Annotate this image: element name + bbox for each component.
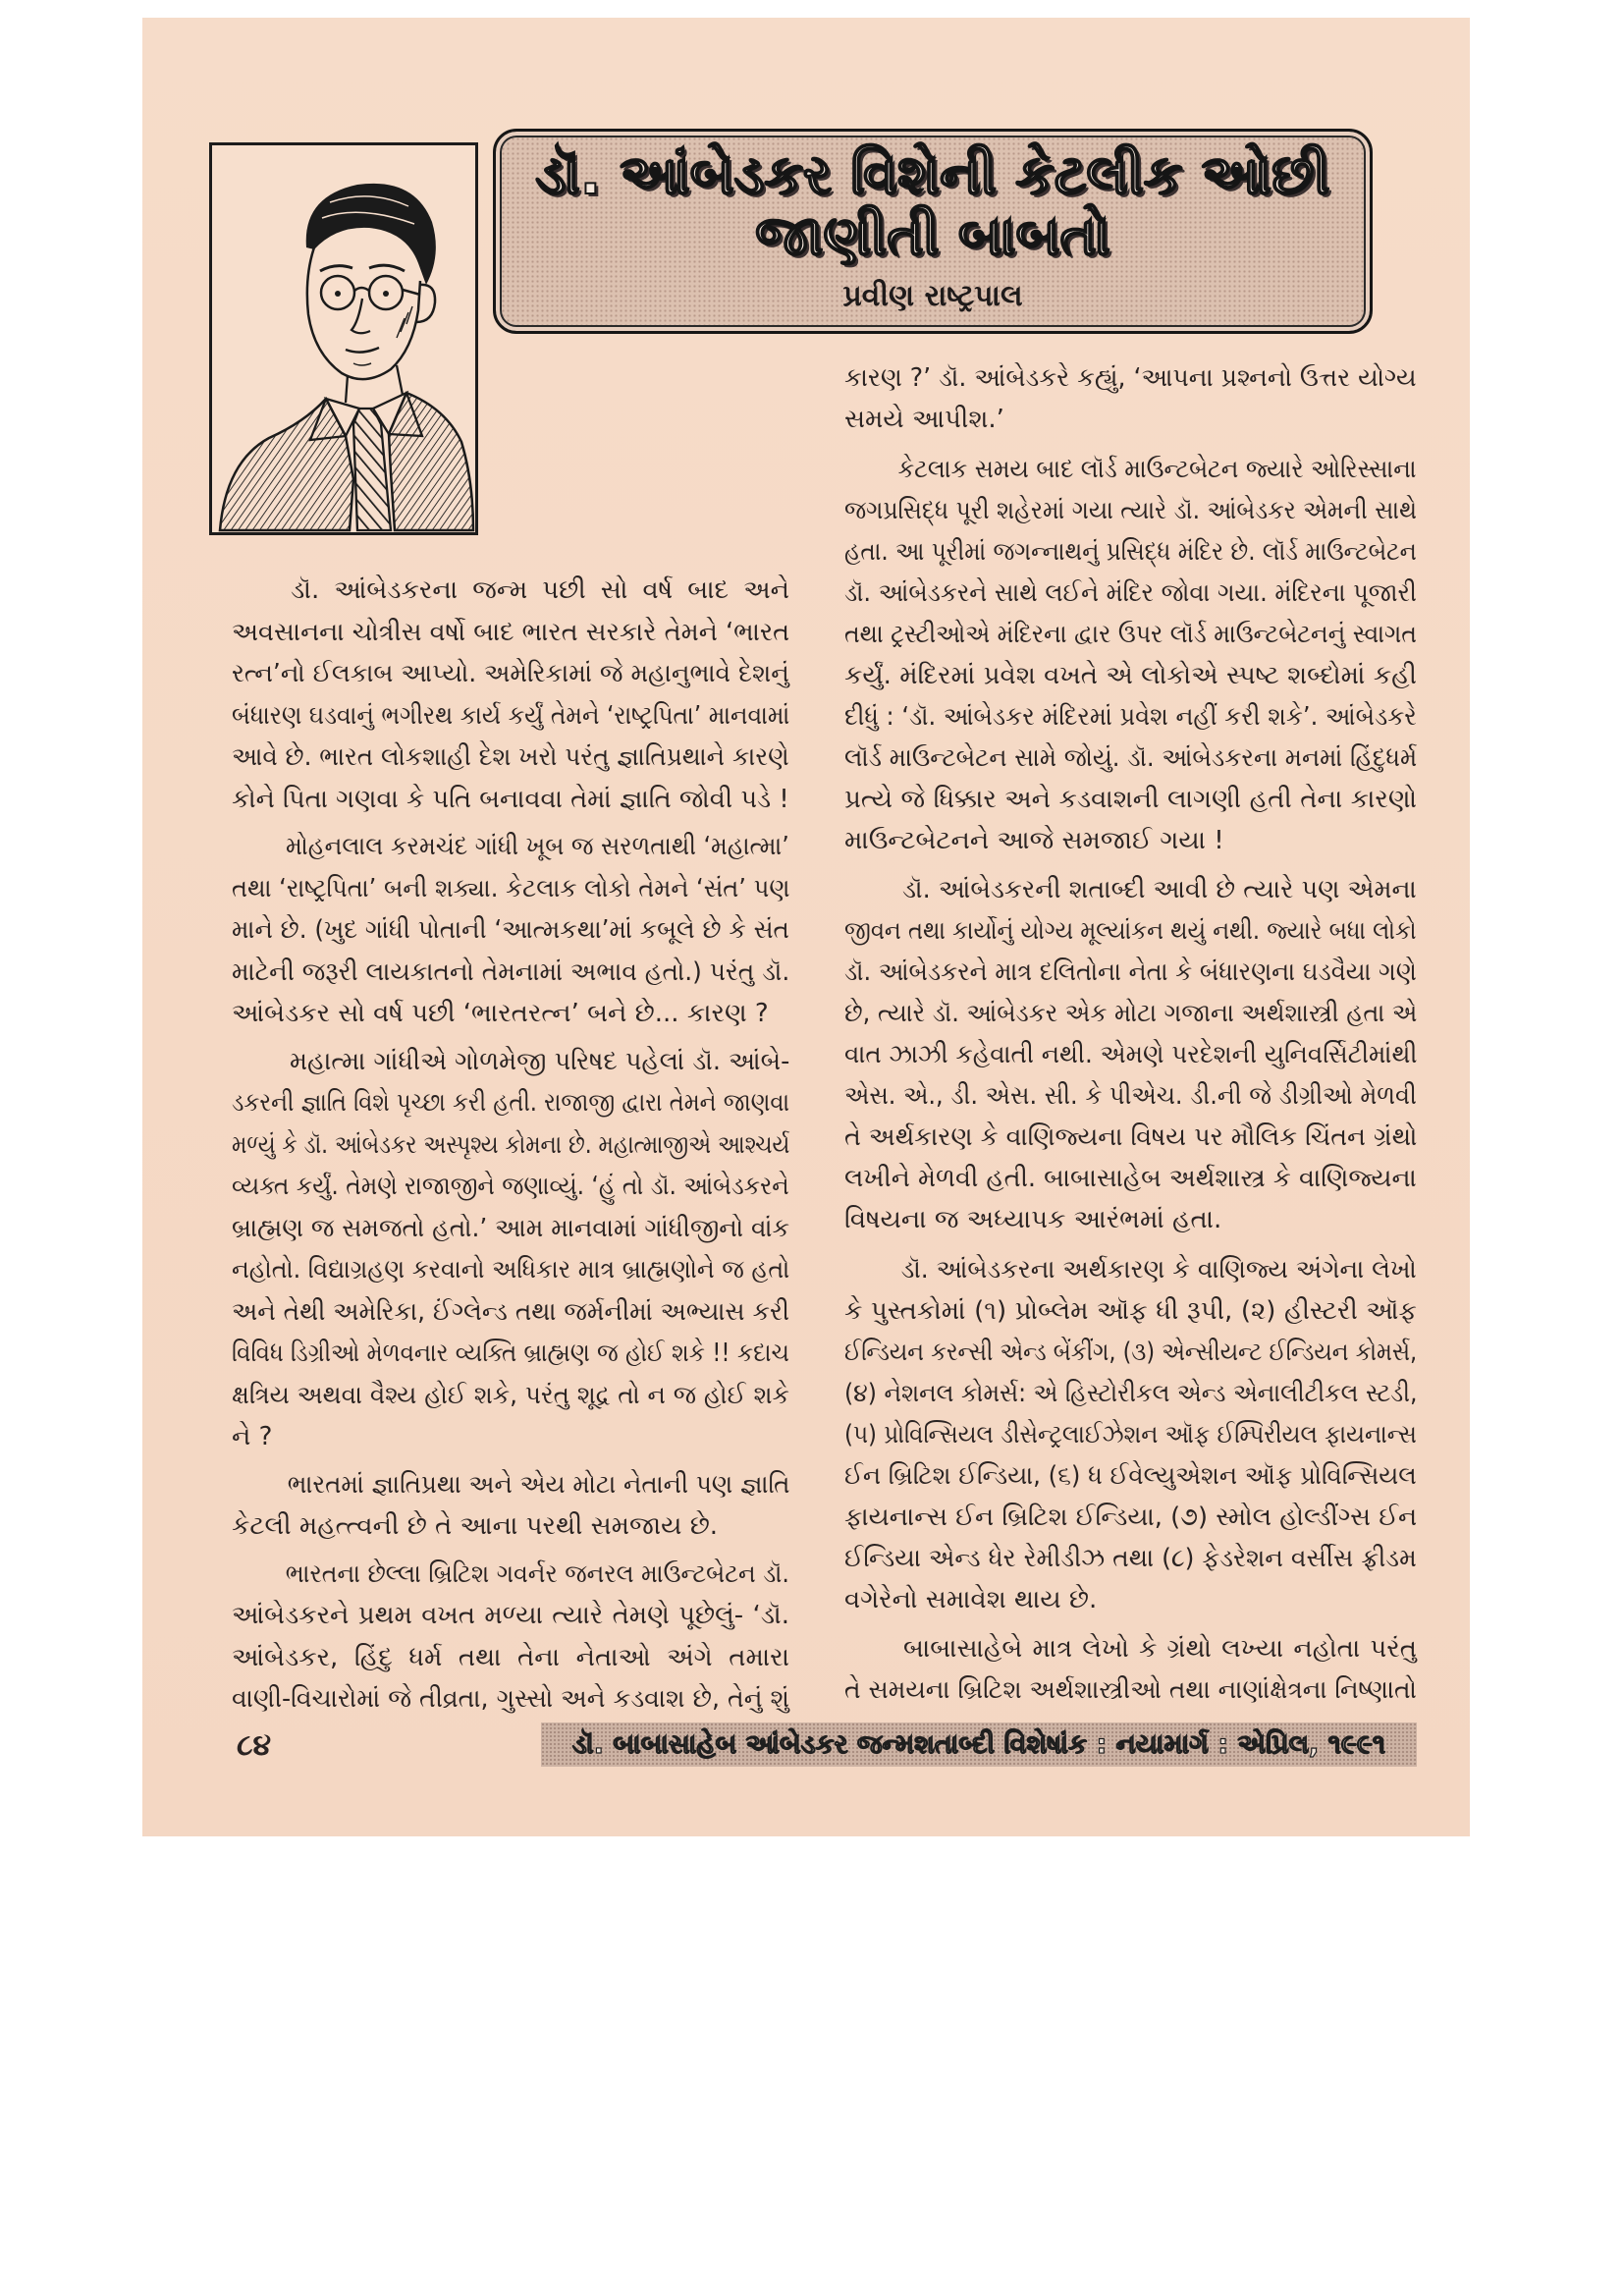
text-line: કેટલી મહત્ત્વની છે તે આના પરથી સમજાય છે. bbox=[232, 1511, 719, 1541]
text-line: કર્યું. મંદિરમાં પ્રવેશ વખતે એ લોકોએ સ્પષ્ટ શબ્દોમાં કહી bbox=[844, 660, 1417, 690]
text-line: ફાયનાન્સ ઈન બ્રિટિશ ઈન્ડિયા, (૭) સ્મોલ હોલ્ડીંગ્સ ઈન bbox=[844, 1502, 1418, 1532]
text-line: લખીને મેળવી હતી. બાબાસાહેબ અર્થશાસ્ત્ર કે વાણિજ્યના bbox=[844, 1164, 1417, 1193]
text-line: (૪) નેશનલ કોમર્સ: એ હિસ્ટોરીકલ એન્ડ એનાલીટીકલ સ્ટડી, bbox=[844, 1378, 1418, 1408]
author-byline: પ્રવીણ રાષ્ટ્રપાલ bbox=[842, 279, 1023, 313]
magazine-page bbox=[142, 18, 1470, 1836]
text-line: મહાત્મા ગાંધીએ ગોળમેજી પરિષદ પહેલાં ડૉ. આંબે- bbox=[289, 1046, 790, 1076]
right-column bbox=[844, 357, 1417, 1711]
text-line: તે સમયના બ્રિટિશ અર્થશાસ્ત્રીઓ તથા નાણાંક્ષેત્રના નિષ્ણાતો bbox=[844, 1675, 1417, 1705]
text-line: કોને પિતા ગણવા કે પતિ બનાવવા તેમાં જ્ઞાતિ જોવી પડે ! bbox=[232, 784, 789, 814]
text-line: રત્ન’નો ઈલકાબ આપ્યો. અમેરિકામાં જે મહાનુભાવે દેશનું bbox=[232, 659, 789, 688]
paragraph bbox=[844, 1249, 1417, 1620]
paragraph bbox=[232, 1464, 789, 1548]
text-line: સમયે આપીશ.’ bbox=[844, 405, 1004, 434]
paragraph bbox=[232, 1554, 789, 1721]
text-line: ઈન બ્રિટિશ ઈન્ડિયા, (૬) ધ ઈવેલ્યુએશન ઑફ પ્રોવિન્સિયલ bbox=[844, 1460, 1417, 1491]
text-line: કારણ ?’ ડૉ. આંબેડકરે કહ્યું, ‘આપના પ્રશ્નનો ઉત્તર યોગ્ય bbox=[844, 363, 1417, 393]
text-line: બ્રાહ્મણ જ સમજતો હતો.’ આમ માનવામાં ગાંધીજીનો વાંક bbox=[232, 1213, 790, 1243]
text-line: વગેરેનો સમાવેશ થાય છે. bbox=[844, 1584, 1098, 1614]
portrait-frame bbox=[209, 142, 478, 535]
portrait-illustration bbox=[212, 145, 475, 532]
text-line: વિષયના જ અધ્યાપક આરંભમાં હતા. bbox=[844, 1205, 1222, 1234]
text-line: મળ્યું કે ડૉ. આંબેડકર અસ્પૃશ્ય કોમના છે. મહાત્માજીએ આશ્ચર્ય bbox=[232, 1129, 790, 1160]
text-line: ડૉ. આંબેડકરને માત્ર દલિતોના નેતા કે બંધારણના ઘડવૈયા ગણે bbox=[844, 957, 1417, 987]
text-line: કે પુસ્તકોમાં (૧) પ્રોબ્લેમ ઑફ ધી રૂપી, (૨) હીસ્ટરી ઑફ bbox=[844, 1295, 1417, 1326]
text-line: જગપ્રસિદ્ધ પૂરી શહેરમાં ગયા ત્યારે ડૉ. આંબેડકર એમની સાથે bbox=[844, 495, 1417, 525]
left-column bbox=[232, 570, 789, 1721]
text-line: છે, ત્યારે ડૉ. આંબેડકર એક મોટા ગજાના અર્થશાસ્ત્રી હતા એ bbox=[844, 999, 1418, 1028]
text-line: અને તેથી અમેરિકા, ઈંગ્લેન્ડ તથા જર્મનીમાં અભ્યાસ કરી bbox=[232, 1296, 789, 1327]
paragraph bbox=[232, 1041, 789, 1458]
text-line: વ્યક્ત કર્યું. તેમણે રાજાજીને જણાવ્યું. ‘હું તો ડૉ. આંબેડકરને bbox=[232, 1172, 789, 1201]
text-line: ભારતમાં જ્ઞાતિપ્રથા અને એય મોટા નેતાની પણ જ્ઞાતિ bbox=[287, 1469, 790, 1500]
text-line: અવસાનના ચોત્રીસ વર્ષો બાદ ભારત સરકારે તેમને ‘ભારત bbox=[232, 617, 790, 647]
text-line: આવે છે. ભારત લોકશાહી દેશ ખરો પરંતુ જ્ઞાતિપ્રથાને કારણે bbox=[232, 742, 789, 772]
paragraph bbox=[232, 570, 789, 820]
text-line: નહોતો. વિદ્યાગ્રહણ કરવાનો અધિકાર માત્ર બ્રાહ્મણોને જ હતો bbox=[232, 1255, 790, 1285]
text-line: ડૉ. આંબેડકરની શતાબ્દી આવી છે ત્યારે પણ એમના bbox=[901, 875, 1417, 904]
paragraph bbox=[844, 869, 1417, 1240]
text-line: દીધું : ‘ડૉ. આંબેડકર મંદિરમાં પ્રવેશ નહીં કરી શકે’. આંબેડકરે bbox=[844, 701, 1417, 732]
text-line: ઈન્ડિયન કરન્સી એન્ડ બેંકીંગ, (૩) એન્સીયન્ટ ઈન્ડિયન કોમર્સ, bbox=[844, 1337, 1418, 1367]
text-line: મોહનલાલ કરમચંદ ગાંધી ખૂબ જ સરળતાથી ‘મહાત્મા’ bbox=[285, 832, 789, 861]
article-title-line-1: ડૉ. આંબેડકર વિશેની કેટલીક ઓછી bbox=[535, 143, 1330, 207]
paragraph bbox=[844, 449, 1417, 861]
footer-banner bbox=[541, 1722, 1417, 1767]
text-line: વાણી-વિચારોમાં જે તીવ્રતા, ગુસ્સો અને કડવાશ છે, તેનું શું bbox=[232, 1684, 789, 1714]
text-line: (૫) પ્રોવિન્સિયલ ડીસેન્ટ્રલાઈઝેશન ઑફ ઈમ્પિરીયલ ફાયનાન્સ bbox=[844, 1419, 1417, 1449]
text-line: વિવિધ ડિગ્રીઓ મેળવનાર વ્યક્તિ બ્રાહ્મણ જ હોઈ શકે !! કદાચ bbox=[232, 1339, 789, 1368]
page-number: ૮૪ bbox=[237, 1728, 272, 1763]
article-title-box bbox=[493, 129, 1373, 334]
text-line: પ્રત્યે જે ધિક્કાર અને કડવાશની લાગણી હતી તેના કારણો bbox=[844, 784, 1417, 814]
text-line: ડૉ. આંબેડકરના જન્મ પછી સો વર્ષ બાદ અને bbox=[291, 575, 789, 605]
text-line: એસ. એ., ડી. એસ. સી. કે પીએચ. ડી.ની જે ડીગ્રીઓ મેળવી bbox=[844, 1081, 1417, 1111]
footer-banner-text: ડૉ. બાબાસાહેબ આંબેડકર જન્મશતાબ્દી વિશેષાંક : નયામાર્ગ : એપ્રિલ, ૧૯૯૧ bbox=[571, 1729, 1386, 1760]
text-line: આંબેડકર, હિંદુ ધર્મ તથા તેના નેતાઓ અંગે તમારા bbox=[232, 1642, 789, 1672]
text-line: માટેની જરૂરી લાયકાતનો તેમનામાં અભાવ હતો.) પરંતુ ડૉ. bbox=[232, 957, 790, 987]
text-line: ડકરની જ્ઞાતિ વિશે પૃચ્છા કરી હતી. રાજાજી દ્વારા તેમને જાણવા bbox=[232, 1088, 790, 1118]
text-line: ભારતના છેલ્લા બ્રિટિશ ગવર્નર જનરલ માઉન્ટબેટન ડૉ. bbox=[285, 1558, 789, 1589]
text-line: તથા ‘રાષ્ટ્રપિતા’ બની શક્યા. કેટલાક લોકો તેમને ‘સંત’ પણ bbox=[232, 873, 790, 903]
text-line: બાબાસાહેબે માત્ર લેખો કે ગ્રંથો લખ્યા નહોતા પરંતુ bbox=[903, 1634, 1417, 1664]
article-title-line-2: જાણીતી બાબતો bbox=[755, 204, 1110, 268]
text-line: જીવન તથા કાર્યોનું યોગ્ય મૂલ્યાંકન થયું નથી. જ્યારે બધા લોકો bbox=[844, 916, 1417, 946]
text-line: તે અર્થકારણ કે વાણિજ્યના વિષય પર મૌલિક ચિંતન ગ્રંથો bbox=[844, 1122, 1418, 1152]
paragraph bbox=[844, 1628, 1417, 1711]
text-line: માને છે. (ખુદ ગાંધી પોતાની ‘આત્મકથા’માં કબૂલે છે કે સંત bbox=[232, 915, 789, 945]
paragraph bbox=[232, 826, 789, 1035]
text-line: માઉન્ટબેટનને આજે સમજાઈ ગયા ! bbox=[844, 825, 1224, 855]
text-line: ઈન્ડિયા એન્ડ ધેર રેમીડીઝ તથા (૮) ફેડરેશન વર્સીસ ફ્રીડમ bbox=[844, 1543, 1417, 1573]
text-line: લૉર્ડ માઉન્ટબેટન સામે જોયું. ડૉ. આંબેડકરના મનમાં હિંદુધર્મ bbox=[844, 742, 1418, 773]
text-line: આંબેડકર સો વર્ષ પછી ‘ભારતરત્ન’ બને છે... કારણ ? bbox=[232, 999, 769, 1028]
text-line: ડૉ. આંબેડકરને સાથે લઈને મંદિર જોવા ગયા. મંદિરના પૂજારી bbox=[844, 577, 1417, 608]
text-line: આંબેડકરને પ્રથમ વખત મળ્યા ત્યારે તેમણે પૂછેલું- ‘ડૉ. bbox=[232, 1601, 789, 1630]
text-line: હતા. આ પૂરીમાં જગન્નાથનું પ્રસિદ્ધ મંદિર છે. લૉર્ડ માઉન્ટબેટન bbox=[844, 536, 1417, 567]
text-line: કેટલાક સમય બાદ લૉર્ડ માઉન્ટબેટન જ્યારે ઓરિસ્સાના bbox=[897, 454, 1417, 484]
paragraph bbox=[844, 357, 1417, 440]
text-line: વાત ઝાઝી કહેવાતી નથી. એમણે પરદેશની યુનિવર્સિટીમાંથી bbox=[844, 1040, 1418, 1069]
text-line: તથા ટ્રસ્ટીઓએ મંદિરના દ્વાર ઉપર લૉર્ડ માઉન્ટબેટનનું સ્વાગત bbox=[844, 619, 1417, 649]
text-line: ક્ષત્રિય અથવા વૈશ્ય હોઈ શકે, પરંતુ શૂદ્ર તો ન જ હોઈ શકે bbox=[232, 1380, 789, 1410]
text-line: બંધારણ ઘડવાનું ભગીરથ કાર્ય કર્યું તેમને ‘રાષ્ટ્રપિતા’ માનવામાં bbox=[232, 700, 790, 731]
text-line: ને ? bbox=[232, 1422, 273, 1451]
text-line: ડૉ. આંબેડકરના અર્થકારણ કે વાણિજ્ય અંગેના લેખો bbox=[900, 1254, 1417, 1285]
